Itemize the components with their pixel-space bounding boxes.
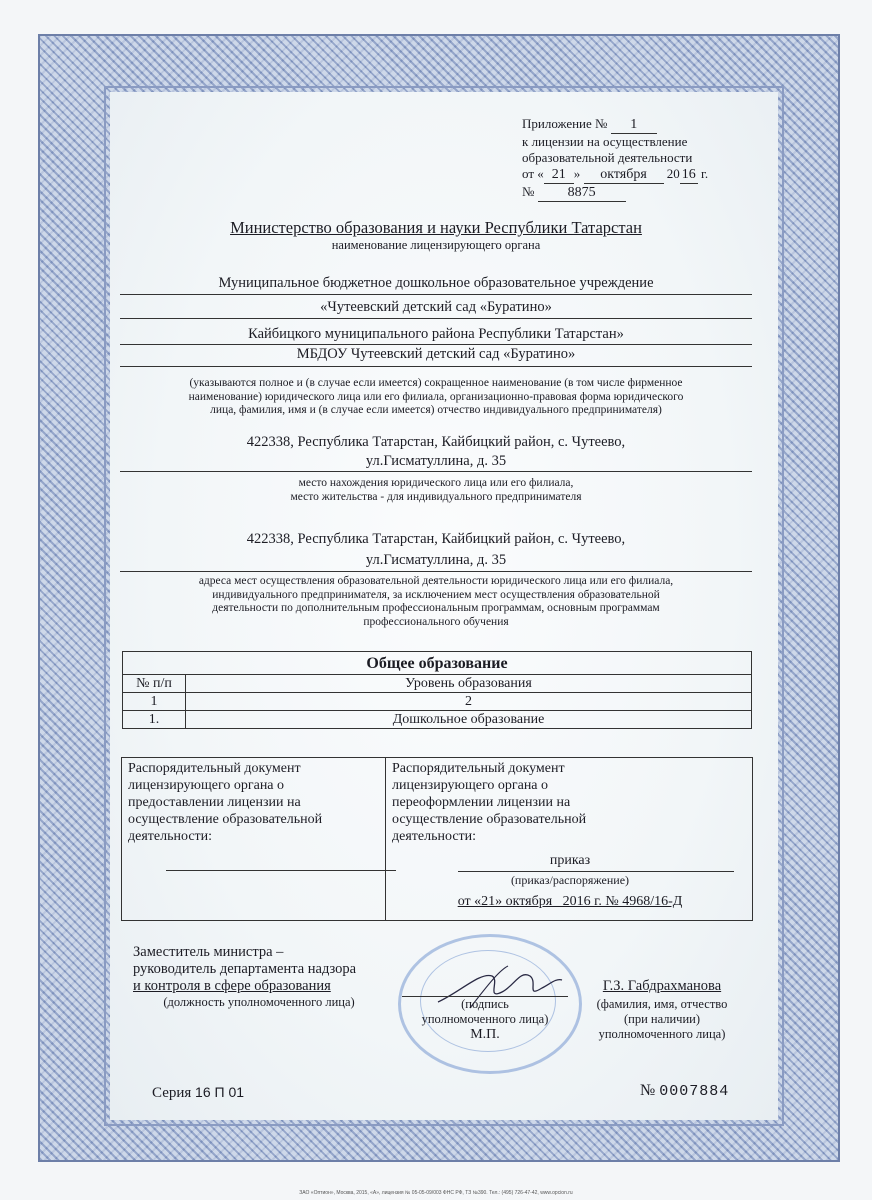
location-caption-line1: место нахождения юридического лица или его филиала, bbox=[298, 477, 574, 489]
reissue-document-text bbox=[392, 760, 586, 845]
reissue-doc-line4: осуществление образовательной bbox=[392, 812, 587, 827]
org-caption-line1: (указываются полное и (в случае если имеется) сокращенное наименование (в том числе фирменное bbox=[189, 377, 683, 389]
activity-caption-line3: деятельности по дополнительным профессиональным программам, основным программам bbox=[212, 602, 660, 614]
org-caption-line3: лица, фамилия, имя и (в случае если имеется) отчество индивидуального предпринимателя) bbox=[210, 404, 662, 416]
location-caption bbox=[120, 477, 752, 504]
education-table-index-row bbox=[123, 693, 752, 711]
authority-caption: наименование лицензирующего органа bbox=[331, 238, 541, 252]
row-number: 1. bbox=[123, 711, 186, 729]
signature-caption bbox=[402, 997, 568, 1042]
education-table-title: Общее образование bbox=[123, 652, 752, 675]
org-line1: Муниципальное бюджетное дошкольное образовательное учреждение bbox=[218, 275, 654, 291]
order-reference: от «21» октября 2016 г. № 4968/16-Д bbox=[457, 894, 683, 909]
col-index-2: 2 bbox=[186, 693, 752, 711]
license-number: 8875 bbox=[538, 185, 626, 202]
row-level: Дошкольное образование bbox=[186, 711, 752, 729]
reissue-doc-line5: деятельности: bbox=[392, 829, 477, 844]
activity-address-caption bbox=[120, 575, 752, 629]
grant-doc-line3: предоставлении лицензии на bbox=[128, 795, 301, 810]
location-line1: 422338, Республика Татарстан, Кайбицкий район, с. Чутеево, bbox=[246, 434, 626, 450]
grant-doc-line4: осуществление образовательной bbox=[128, 812, 323, 827]
activity-address-line1: 422338, Республика Татарстан, Кайбицкий район, с. Чутеево, bbox=[246, 531, 626, 547]
form-number-label: № bbox=[640, 1082, 656, 1099]
license-no-label: № bbox=[522, 184, 535, 199]
education-table-title-row bbox=[123, 652, 752, 675]
appendix-header bbox=[522, 116, 708, 202]
order-type: приказ bbox=[549, 853, 591, 868]
education-table-row bbox=[123, 711, 752, 729]
date-quote-close: » bbox=[573, 166, 581, 181]
appendix-number: 1 bbox=[611, 117, 657, 134]
printer-imprint: ЗАО «Оптион», Москва, 2015, «А», лицензия № 05-05-09/003 ФНС РФ, ТЗ №390. Тел.: (495) 726-47-42, www.opcion.ru bbox=[299, 1190, 573, 1196]
signatory-position bbox=[133, 944, 356, 995]
appendix-line3: образовательной деятельности bbox=[522, 150, 693, 165]
signature-caption-line2: уполномоченного лица) bbox=[421, 1012, 549, 1026]
position-caption: (должность уполномоченного лица) bbox=[163, 995, 355, 1009]
signatory-name-caption bbox=[582, 997, 742, 1042]
grant-document-blank-line bbox=[166, 870, 396, 871]
authority-name: Министерство образования и науки Республики Татарстан bbox=[230, 218, 642, 237]
date-year-g: г. bbox=[701, 166, 709, 181]
appendix-label: Приложение № bbox=[522, 116, 608, 131]
org-caption-line2: наименование) юридического лица или его филиала, организационно-правовая форма юридического bbox=[188, 390, 684, 403]
form-series bbox=[152, 1084, 244, 1102]
org-line2: «Чутеевский детский сад «Буратино» bbox=[320, 299, 552, 315]
activity-caption-line2: индивидуального предпринимателя, за исключением мест осуществления образовательной bbox=[212, 588, 660, 601]
activity-caption-line1: адреса мест осуществления образовательной деятельности юридического лица или его филиала, bbox=[198, 575, 674, 587]
org-underline2 bbox=[120, 318, 752, 319]
education-table-header-row bbox=[123, 675, 752, 693]
grant-doc-line5: деятельности: bbox=[128, 829, 213, 844]
position-line3: и контроля в сфере образования bbox=[133, 978, 331, 994]
col-level-header: Уровень образования bbox=[186, 675, 752, 693]
org-line4-short-name: МБДОУ Чутеевский детский сад «Буратино» bbox=[296, 346, 576, 362]
order-type-underline bbox=[458, 871, 734, 872]
org-line3: Кайбицкого муниципального района Республики Татарстан» bbox=[248, 326, 624, 342]
org-caption bbox=[120, 377, 752, 418]
date-year-suffix: 16 bbox=[681, 167, 696, 182]
grant-doc-line1: Распорядительный документ bbox=[128, 761, 301, 776]
location-underline bbox=[120, 471, 752, 472]
col-index-1: 1 bbox=[123, 693, 186, 711]
org-underline4 bbox=[120, 366, 752, 367]
appendix-line2: к лицензии на осуществление bbox=[522, 134, 688, 149]
org-underline1 bbox=[120, 294, 752, 295]
location-caption-line2: место жительства - для индивидуального предпринимателя bbox=[290, 490, 582, 503]
signature-caption-line1: (подпись bbox=[461, 997, 509, 1011]
date-day: 21 bbox=[544, 167, 574, 184]
activity-address-line2: ул.Гисматуллина, д. 35 bbox=[365, 552, 507, 568]
position-line1: Заместитель министра – bbox=[133, 944, 284, 960]
date-from-label: от « bbox=[522, 166, 544, 181]
form-number bbox=[640, 1082, 729, 1100]
reissue-doc-line3: переоформлении лицензии на bbox=[392, 795, 571, 810]
name-caption-line2: (при наличии) bbox=[623, 1012, 701, 1026]
date-month: октября bbox=[584, 167, 664, 184]
series-value: 16 П 01 bbox=[195, 1084, 245, 1100]
org-underline3 bbox=[120, 344, 752, 345]
grant-document-text bbox=[128, 760, 322, 845]
reissue-doc-line1: Распорядительный документ bbox=[392, 761, 565, 776]
form-number-value: 0007884 bbox=[659, 1083, 730, 1100]
date-year-prefix: 20 bbox=[666, 166, 680, 181]
name-caption-line3: уполномоченного лица) bbox=[598, 1027, 726, 1041]
grant-document-box bbox=[121, 757, 386, 921]
series-label: Серия bbox=[152, 1085, 192, 1101]
activity-address-underline bbox=[120, 571, 752, 572]
grant-doc-line2: лицензирующего органа о bbox=[128, 778, 285, 793]
order-type-caption: (приказ/распоряжение) bbox=[510, 873, 630, 887]
education-table bbox=[122, 651, 752, 729]
reissue-document-box bbox=[385, 757, 753, 921]
col-number-header: № п/п bbox=[123, 675, 186, 693]
activity-caption-line4: профессионального обучения bbox=[363, 615, 509, 628]
name-caption-line1: (фамилия, имя, отчество bbox=[596, 997, 728, 1011]
location-line2: ул.Гисматуллина, д. 35 bbox=[365, 453, 507, 469]
signatory-name: Г.З. Габдрахманова bbox=[602, 978, 722, 994]
reissue-doc-line2: лицензирующего органа о bbox=[392, 778, 549, 793]
position-line2: руководитель департамента надзора bbox=[133, 961, 357, 977]
seal-place-label: М.П. bbox=[470, 1027, 500, 1042]
